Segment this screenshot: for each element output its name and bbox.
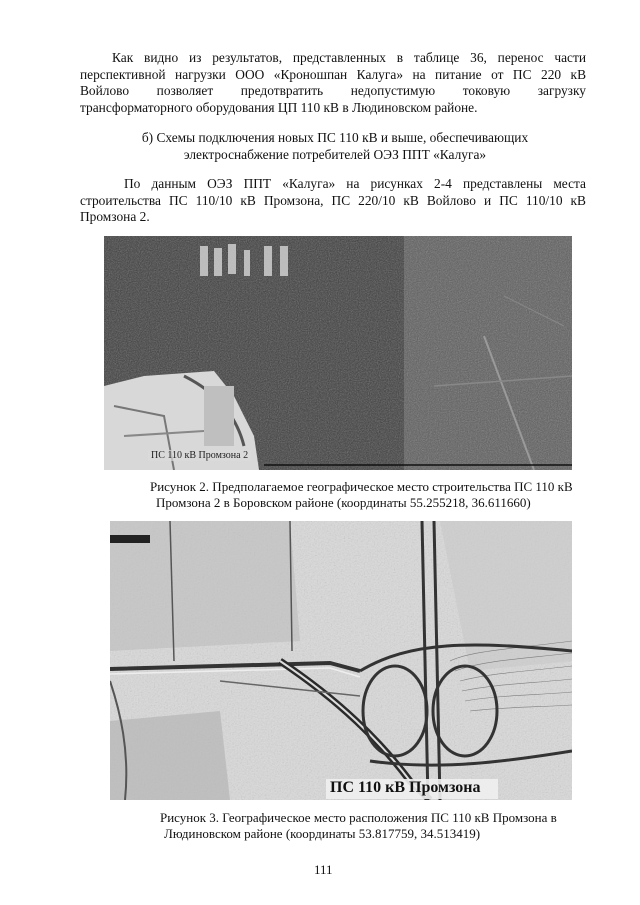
section-heading-line-1: б) Схемы подключения новых ПС 110 кВ и выше, обеспечивающих: [141, 130, 529, 145]
paragraph-1-line-3: Войлово позволяет предотвратить недопустимую токовую загрузку: [80, 83, 586, 98]
figure-2-map-label: ПС 110 кВ Промзона 2: [148, 450, 251, 461]
figure-3-caption-line-2: Людиновском районе (координаты 53.817759, 34.513419): [164, 826, 481, 841]
figure-3-caption-line-1: Рисунок 3. Географическое место расположения ПС 110 кВ Промзона в: [160, 810, 557, 825]
figure-3-map-image: [110, 521, 572, 800]
figure-2-caption-line-1: Рисунок 2. Предполагаемое географическое место строительства ПС 110 кВ: [150, 479, 573, 494]
figure-2-map-image: [104, 236, 572, 470]
figure-2-caption-line-2: Промзона 2 в Боровском районе (координаты 55.255218, 36.611660): [156, 495, 531, 510]
figure-2-caption: [150, 479, 580, 511]
page-number: 111: [314, 862, 333, 877]
figure-2-map: [104, 236, 572, 470]
figure-3-caption: [160, 810, 580, 842]
paragraph-2-line-3: Промзона 2.: [80, 209, 150, 224]
section-heading-line-2: электроснабжение потребителей ОЭЗ ППТ «Калуга»: [183, 146, 487, 162]
paragraph-1-line-1: Как видно из результатов, представленных в таблице 36, перенос части: [112, 50, 586, 65]
paragraph-1-line-4: трансформаторного оборудования ЦП 110 кВ в Людиновском районе.: [80, 99, 478, 115]
paragraph-2: [80, 176, 586, 226]
paragraph-2-line-1: По данным ОЭЗ ППТ «Калуга» на рисунках 2-4 представлены места: [124, 176, 586, 191]
section-heading: [120, 130, 550, 163]
figure-3-map: [110, 521, 572, 800]
paragraph-1-line-2: перспективной нагрузки ООО «Кроношпан Калуга» на питание от ПС 220 кВ: [80, 66, 586, 82]
paragraph-2-line-2: строительства ПС 110/10 кВ Промзона, ПС 220/10 кВ Войлово и ПС 110/10 кВ: [80, 192, 586, 208]
paragraph-1: [80, 50, 586, 116]
figure-3-map-label: ПС 110 кВ Промзона: [330, 779, 481, 796]
